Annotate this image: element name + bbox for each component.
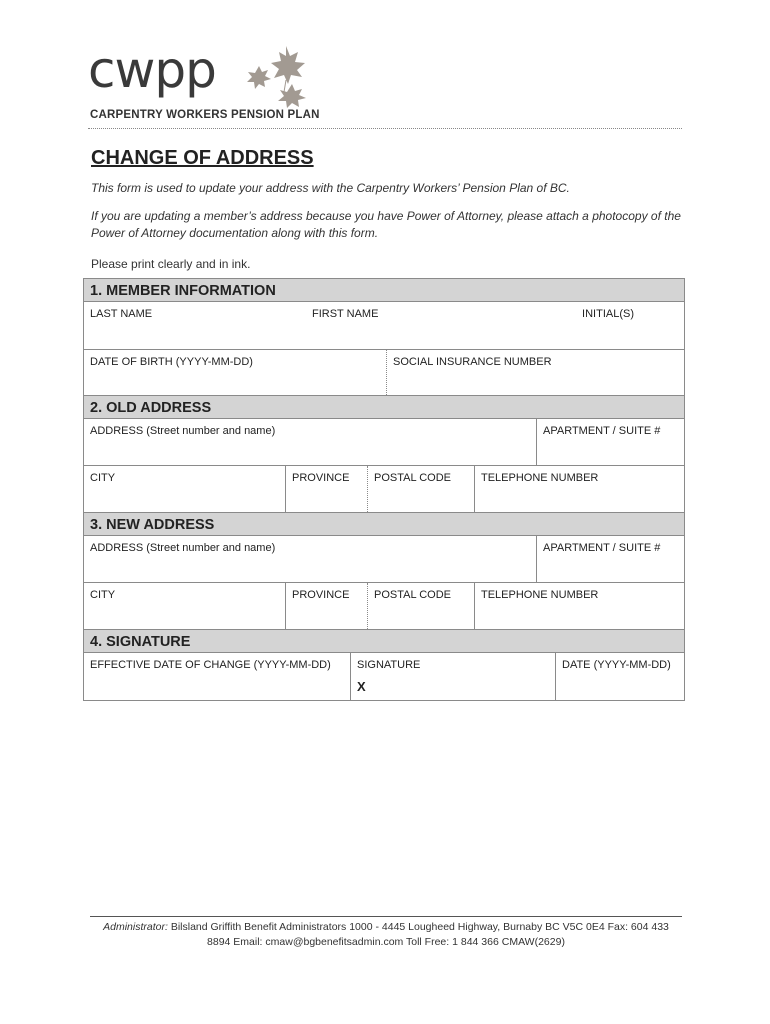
new-telephone-field[interactable] (474, 583, 684, 629)
new-postal-code-label: POSTAL CODE (374, 589, 452, 601)
old-street-label: ADDRESS (Street number and name) (90, 425, 276, 437)
section-signature: 4. SIGNATURE (84, 630, 684, 653)
section-member-information: 1. MEMBER INFORMATION (84, 279, 684, 302)
old-city-label: CITY (90, 472, 116, 484)
new-city-row (84, 583, 684, 630)
new-city-field[interactable] (84, 583, 285, 629)
sin-field[interactable] (386, 350, 684, 395)
maple-leaves-icon (242, 44, 316, 110)
date-of-birth-label: DATE OF BIRTH (YYYY-MM-DD) (90, 356, 253, 368)
signature-x-mark: X (357, 679, 366, 694)
old-street-field[interactable] (84, 419, 536, 465)
member-id-row (84, 350, 684, 396)
new-province-label: PROVINCE (292, 589, 350, 601)
first-name-field[interactable] (306, 302, 506, 349)
old-province-label: PROVINCE (292, 472, 350, 484)
member-name-row (84, 302, 684, 350)
old-city-row (84, 466, 684, 513)
logo-wordmark: cwpp (88, 41, 216, 99)
old-province-field[interactable] (285, 466, 367, 512)
effective-date-field[interactable] (84, 653, 350, 700)
old-telephone-field[interactable] (474, 466, 684, 512)
header-divider (88, 128, 682, 129)
old-postal-code-field[interactable] (367, 466, 474, 512)
first-name-label: FIRST NAME (312, 308, 379, 320)
print-instructions: Please print clearly and in ink. (91, 257, 251, 271)
effective-date-label: EFFECTIVE DATE OF CHANGE (YYYY-MM-DD) (90, 659, 331, 671)
poa-instructions: If you are updating a member’s address because you have Power of Attorney, please attach a photocopy of the Power of Attorney documentation along with this form. (91, 209, 681, 240)
page-title: CHANGE OF ADDRESS (91, 147, 314, 169)
old-apartment-label: APARTMENT / SUITE # (543, 425, 661, 437)
footer-admin-label: Administrator: (103, 921, 168, 933)
old-postal-code-label: POSTAL CODE (374, 472, 452, 484)
new-apartment-label: APARTMENT / SUITE # (543, 542, 661, 554)
signature-date-label: DATE (YYYY-MM-DD) (562, 659, 671, 671)
new-address-row (84, 536, 684, 583)
new-apartment-field[interactable] (536, 536, 684, 582)
footer-divider (90, 916, 682, 917)
old-telephone-label: TELEPHONE NUMBER (481, 472, 599, 484)
change-of-address-form (83, 278, 685, 701)
signature-row (84, 653, 684, 700)
old-address-row (84, 419, 684, 466)
new-postal-code-field[interactable] (367, 583, 474, 629)
signature-date-field[interactable] (555, 653, 684, 700)
new-street-field[interactable] (84, 536, 536, 582)
new-telephone-label: TELEPHONE NUMBER (481, 589, 599, 601)
old-city-field[interactable] (84, 466, 285, 512)
signature-label: SIGNATURE (357, 659, 421, 671)
initials-field[interactable] (506, 302, 684, 349)
footer-administrator (90, 920, 682, 950)
new-street-label: ADDRESS (Street number and name) (90, 542, 276, 554)
initials-label: INITIAL(S) (582, 308, 634, 320)
section-new-address: 3. NEW ADDRESS (84, 513, 684, 536)
new-city-label: CITY (90, 589, 116, 601)
signature-field[interactable] (350, 653, 555, 700)
old-apartment-field[interactable] (536, 419, 684, 465)
intro-text: This form is used to update your address with the Carpentry Workers’ Pension Plan of BC. (91, 181, 570, 195)
last-name-field[interactable] (84, 302, 306, 349)
last-name-label: LAST NAME (90, 308, 153, 320)
section-old-address: 2. OLD ADDRESS (84, 396, 684, 419)
date-of-birth-field[interactable] (84, 350, 386, 395)
footer-admin-details: Bilsland Griffith Benefit Administrators 1000 - 4445 Lougheed Highway, Burnaby BC V5C 0E4 Fax: 604 433 8894 Email: cmaw@bgbenefitsadmin.com Toll Free: 1 844 366 CMAW(2629) (170, 921, 669, 948)
logo-subtitle: CARPENTRY WORKERS PENSION PLAN (90, 109, 320, 121)
sin-label: SOCIAL INSURANCE NUMBER (393, 356, 552, 368)
new-province-field[interactable] (285, 583, 367, 629)
